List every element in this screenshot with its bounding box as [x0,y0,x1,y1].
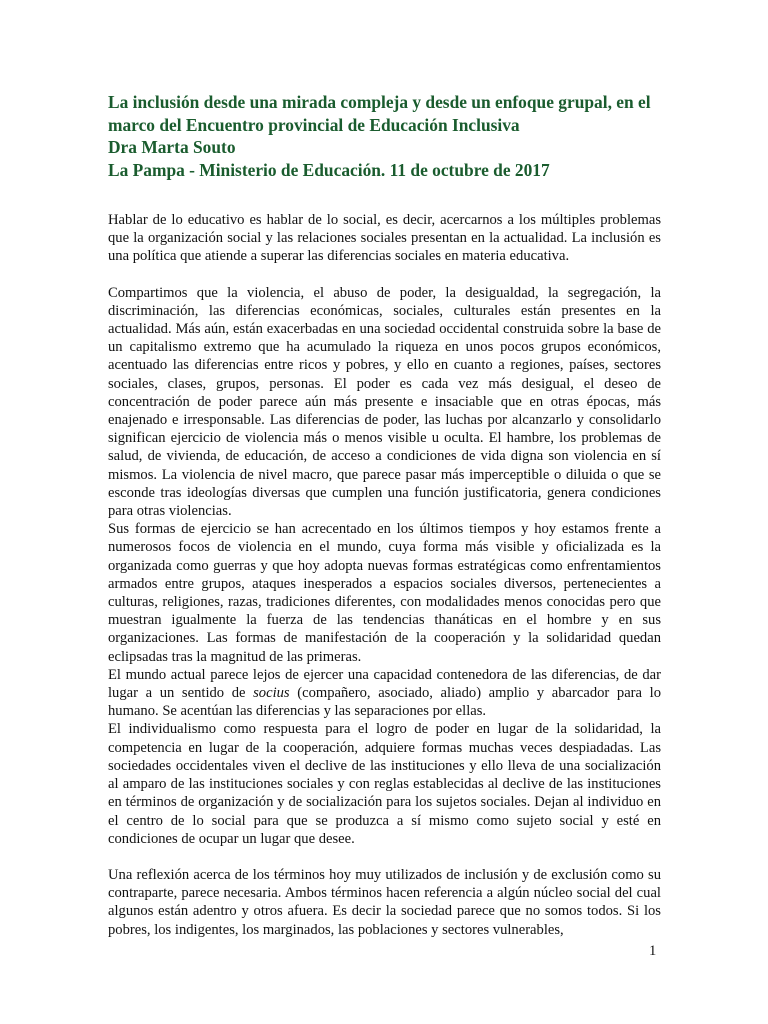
title-line-2: marco del Encuentro provincial de Educación Inclusiva [108,114,520,135]
title-line-1: La inclusión desde una mirada compleja y desde un enfoque grupal, en el [108,92,651,112]
paragraph-socius [108,666,661,721]
paragraph-intro: Hablar de lo educativo es hablar de lo social, es decir, acercarnos a los múltiples problemas que la organización social y las relaciones sociales presentan en la actualidad. La inclusión es una política que atiende a superar las diferencias sociales en materia educativa. [108,212,661,265]
paragraph-inclusion-exclusion: Una reflexión acerca de los términos hoy muy utilizados de inclusión y de exclusión como su contraparte, parece necesaria. Ambos términos hacen referencia a algún núcleo social del cual algunos están adentro y otros afuera. Es decir la sociedad parece que no somos todos. Si los pobres, los indigentes, los marginados, las poblaciones y sectores vulnerables, [108,866,661,938]
document-body [108,211,661,939]
paragraph-socius-after: (compañero, asociado, aliado) amplio y abarcador para lo humano. Se acentúan las diferencias y las separaciones por ellas. [108,685,661,720]
author-line: Dra Marta Souto [108,137,236,157]
document-page [108,91,661,939]
paragraph-individualism: El individualismo como respuesta para el logro de poder en lugar de la solidaridad, la competencia en lugar de la cooperación, adquiere formas muchas veces despiadadas. Las sociedades occidentales viven el declive de las instituciones y ello lleva de una socialización al amparo de las instituciones sociales y con reglas establecidas al declive de las instituciones en términos de organización y de socialización para los sujetos sociales. Dejan al individuo en el centro de lo social para que se produzca a sí mismo como sujeto social y esté en condiciones de ocupar un lugar que desee. [108,721,661,847]
page-number: 1 [649,943,657,959]
paragraph-gap [108,266,661,284]
event-date-line: La Pampa - Ministerio de Educación. 11 de octubre de 2017 [108,159,550,180]
paragraph-gap [108,848,661,866]
paragraph-socius-before: El mundo actual parece lejos de ejercer una capacidad contenedora de las diferencias, de dar lugar a un sentido de [108,666,661,702]
paragraph-forms-of-violence: Sus formas de ejercicio se han acrecentado en los últimos tiempos y hoy estamos frente a numerosos focos de violencia en el mundo, cuya forma más visible y oficializada es la organizada como guerras y que hoy adopta nuevas formas estratégicas como enfrentamientos armados entre grupos, ataques inesperados a espacios sociales diversos, pertenecientes a culturas, religiones, razas, tradiciones diferentes, con modalidades menos conocidas pero que muestran igualmente la fuerza de las tendencias thanáticas en el hombre y en sus organizaciones. Las formas de manifestación de la cooperación y la solidaridad quedan eclipsadas tras la magnitud de las primeras. [108,521,661,665]
socius-term: socius [253,685,290,702]
document-heading [108,91,661,181]
paragraph-violence: Compartimos que la violencia, el abuso de poder, la desigualdad, la segregación, la discriminación, las diferencias económicas, sociales, culturales están presentes en la actualidad. Más aún, están exacerbadas en una sociedad occidental construida sobre la base de un capitalismo extremo que ha acumulado la riqueza en unos pocos grupos económicos, acentuado las diferencias entre ricos y pobres, y ello en cuanto a regiones, países, sectores sociales, clases, grupos, personas. El poder es cada vez más desigual, el deseo de concentración de poder parece aún más presente e insaciable que en otras épocas, más enajenado e irresponsable. Las diferencias de poder, las luchas por alcanzarlo y consolidarlo significan ejercicio de violencia más o menos visible u oculta. El hambre, los problemas de salud, de vivienda, de educación, de acceso a condiciones de vida digna son violencia en sí mismos. La violencia de nivel macro, que parece pasar más imperceptible o diluida o que se esconde tras ideologías diversas que cumplen una función justificatoria, genera condiciones para otras violencias. [108,284,661,520]
